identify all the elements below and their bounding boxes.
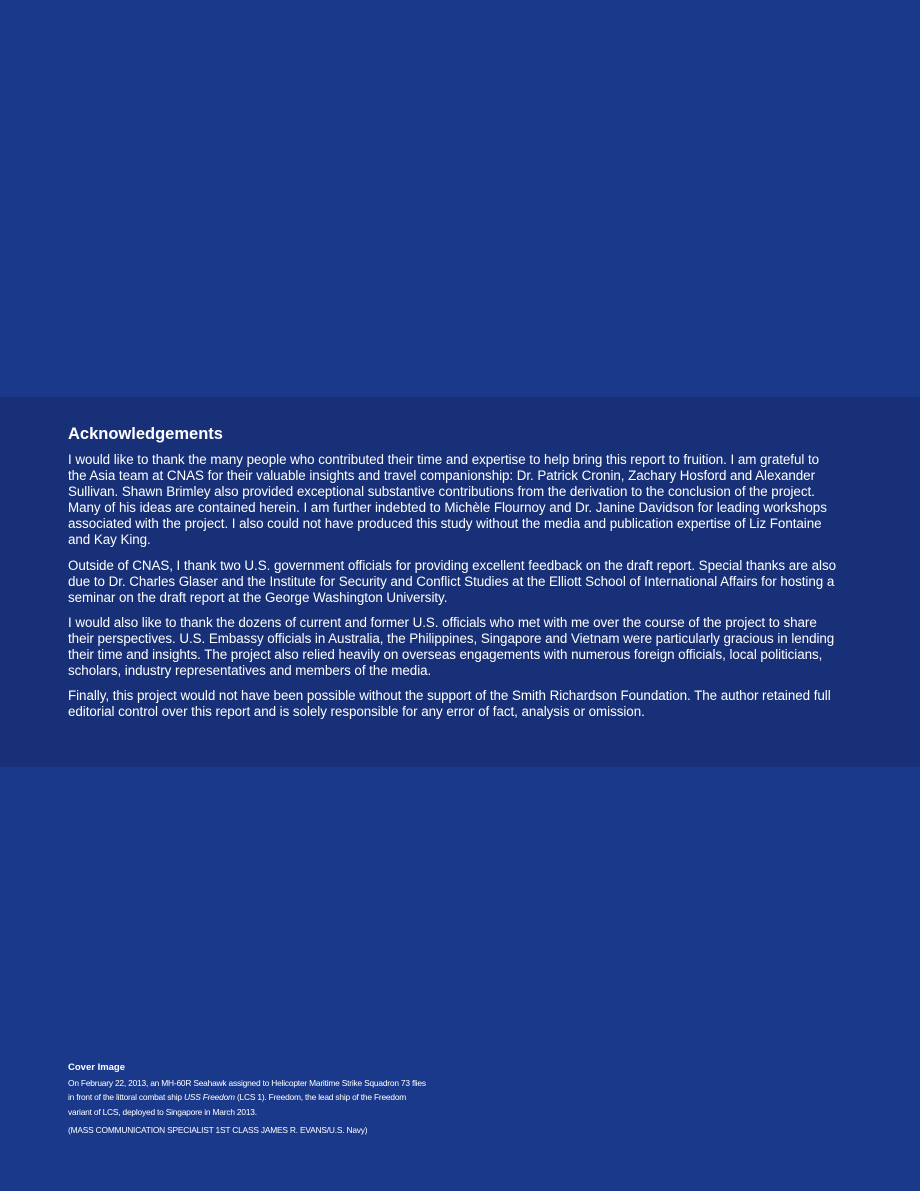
acknowledgements-paragraph: Outside of CNAS, I thank two U.S. government officials for providing excellent feedback on the draft report. Special thanks are also due to Dr. Charles Glaser and the Institute for Security and Conflict Studies at the Elliott School of International Affairs for hosting a seminar on the draft report at the George Washington University.	[68, 557, 836, 605]
caption-text-before: On February 22, 2013, an MH-60R Seahawk assigned to Helicopter Maritime Strike Squadron 73 flies in front of the littoral combat ship	[68, 1078, 426, 1103]
cover-image-credit	[68, 1061, 428, 1137]
acknowledgements-content	[68, 424, 838, 729]
cover-image-caption	[68, 1076, 428, 1119]
photo-credit: (MASS COMMUNICATION SPECIALIST 1ST CLASS JAMES R. EVANS/U.S. Navy)	[68, 1125, 368, 1136]
acknowledgements-paragraph: Finally, this project would not have been possible without the support of the Smith Richardson Foundation. The author retained full editorial control over this report and is solely responsible for any error of fact, analysis or omission.	[68, 688, 831, 720]
ship-name: USS Freedom	[183, 1092, 235, 1103]
acknowledgements-paragraph: I would also like to thank the dozens of current and former U.S. officials who met with me over the course of the project to share their perspectives. U.S. Embassy officials in Australia, the Philippines, Singapore and Vietnam were particularly gracious in lending their time and insights. The project also relied heavily on overseas engagements with numerous foreign officials, local politicians, scholars, industry representatives and members of the media.	[68, 614, 835, 679]
acknowledgements-paragraph: I would like to thank the many people who contributed their time and expertise to help bring this report to fruition. I am grateful to the Asia team at CNAS for their valuable insights and travel companionship: Dr. Patrick Cronin, Zachary Hosford and Alexander Sullivan. Shawn Brimley also provided exceptional substantive contributions from the derivation to the conclusion of the project. Many of his ideas are contained herein. I am further indebted to Michèle Flournoy and Dr. Janine Davidson for leading workshops associated with the project. I also could not have produced this study without the media and publication expertise of Liz Fontaine and Kay King.	[68, 452, 827, 548]
acknowledgements-heading: Acknowledgements	[68, 425, 223, 443]
caption-text-after: (LCS 1). Freedom, the lead ship of the Freedom variant of LCS, deployed to Singapore in March 2013.	[68, 1092, 407, 1117]
cover-image-heading: Cover Image	[68, 1062, 126, 1073]
acknowledgements-section	[0, 397, 920, 767]
